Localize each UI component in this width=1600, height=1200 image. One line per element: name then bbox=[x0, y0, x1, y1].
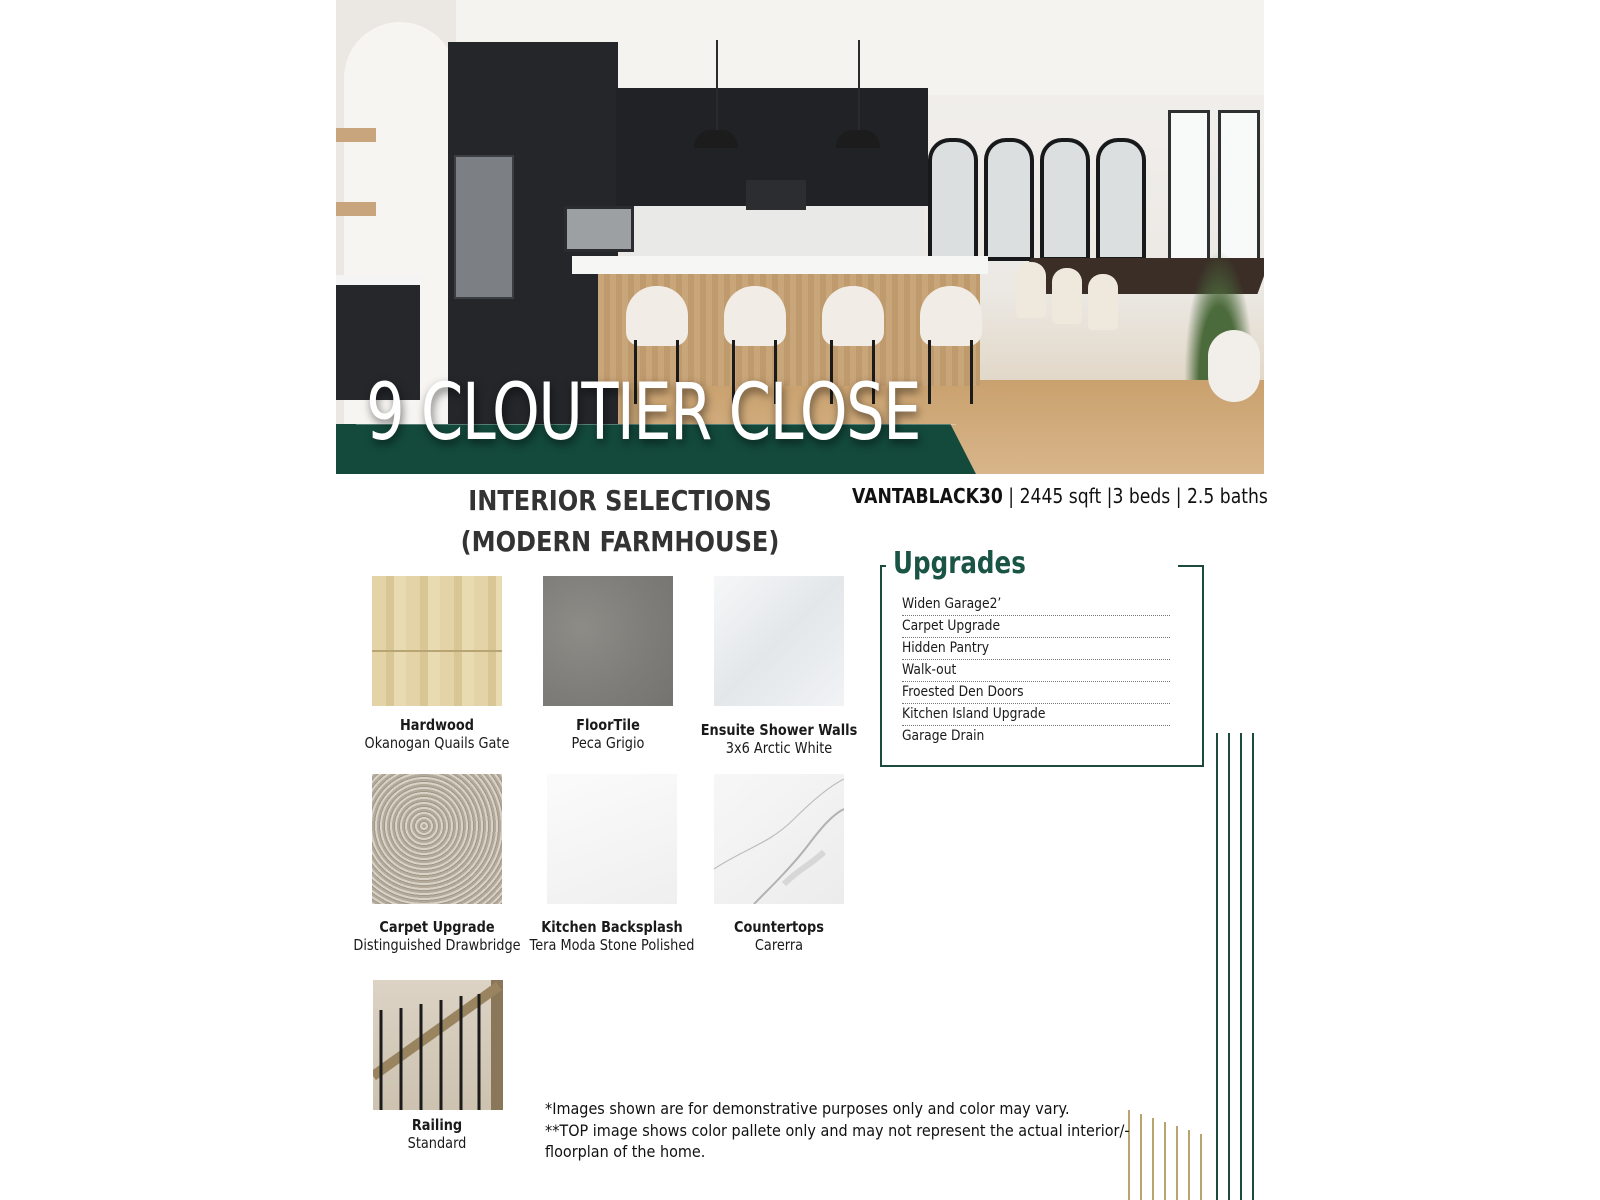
property-title: 9 CLOUTIER CLOSE bbox=[366, 368, 921, 458]
disclaimer-line2: **TOP image shows color pallete only and may not represent the actual interior/- bbox=[545, 1120, 1130, 1140]
railing-label: Railing Standard bbox=[407, 1116, 467, 1152]
section-heading-line2: (MODERN FARMHOUSE) bbox=[460, 525, 780, 558]
backsplash-label: Kitchen Backsplash Tera Moda Stone Polished bbox=[529, 918, 695, 954]
hero-image bbox=[336, 0, 1264, 474]
upgrade-item: Garage Drain bbox=[902, 728, 985, 744]
upgrade-item: Walk-out bbox=[902, 660, 1170, 682]
upgrade-item: Froested Den Doors bbox=[902, 682, 1170, 704]
floortile-label: FloorTile Peca Grigio bbox=[571, 716, 645, 752]
upgrade-item: Carpet Upgrade bbox=[902, 616, 1170, 638]
disclaimer-line1: *Images shown are for demonstrative purposes only and color may vary. bbox=[545, 1099, 1070, 1118]
upgrades-box-top-right bbox=[1178, 565, 1202, 567]
railing-swatch bbox=[373, 980, 503, 1110]
upgrade-item: Hidden Pantry bbox=[902, 638, 1170, 660]
backsplash-swatch bbox=[547, 774, 677, 904]
carpet-label: Carpet Upgrade Distinguished Drawbridge bbox=[353, 918, 521, 954]
marble-veins bbox=[714, 774, 844, 904]
upgrades-list bbox=[902, 594, 1170, 747]
model-name: VANTABLACK30 bbox=[852, 484, 1003, 508]
ensuite-shower-swatch bbox=[714, 576, 844, 706]
upgrades-box-top-left bbox=[880, 565, 886, 567]
section-heading-line1: INTERIOR SELECTIONS bbox=[468, 484, 772, 517]
section-heading bbox=[457, 484, 784, 558]
ensuite-shower-label: Ensuite Shower Walls 3x6 Arctic White bbox=[700, 721, 858, 757]
railing-drawing bbox=[373, 980, 503, 1110]
hardwood-label: Hardwood Okanogan Quails Gate bbox=[364, 716, 510, 752]
countertop-swatch bbox=[714, 774, 844, 904]
disclaimer bbox=[545, 1098, 1135, 1163]
hardwood-swatch bbox=[372, 576, 502, 706]
property-specs bbox=[852, 484, 1268, 508]
countertop-label: Countertops Carerra bbox=[734, 918, 824, 954]
property-details: | 2445 sqft |3 beds | 2.5 baths bbox=[1002, 484, 1268, 508]
carpet-swatch bbox=[372, 774, 502, 904]
upgrade-item: Kitchen Island Upgrade bbox=[902, 704, 1170, 726]
upgrade-item: Widen Garage2’ bbox=[902, 594, 1170, 616]
upgrades-title: Upgrades bbox=[893, 546, 1026, 581]
floortile-swatch bbox=[543, 576, 673, 706]
disclaimer-line3: floorplan of the home. bbox=[545, 1142, 706, 1161]
